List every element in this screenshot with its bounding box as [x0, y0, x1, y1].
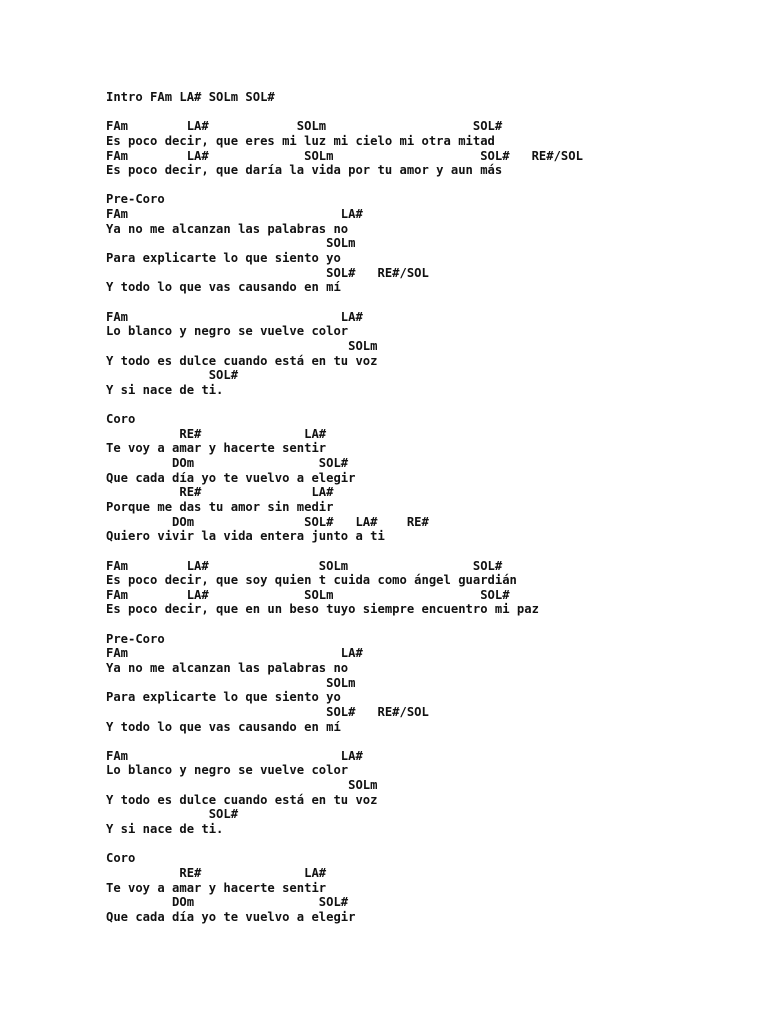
chord-sheet	[106, 90, 583, 925]
blank-line	[106, 397, 583, 412]
chord-line: FAm LA# SOLm SOL#	[106, 119, 503, 134]
chord-line: RE# LA#	[106, 485, 334, 500]
lyric-line: Ya no me alcanzan las palabras no	[106, 660, 349, 675]
chord-line: FAm LA#	[106, 646, 363, 661]
section-heading: Coro	[106, 851, 136, 866]
lyric-line: Que cada día yo te vuelvo a elegir	[106, 470, 356, 485]
lyric-line: Lo blanco y negro se vuelve color	[106, 324, 349, 339]
chord-line: DOm SOL#	[106, 456, 349, 471]
lyric-line: Ya no me alcanzan las palabras no	[106, 221, 349, 236]
chord-line: RE# LA#	[106, 426, 327, 441]
chord-line: FAm LA#	[106, 207, 363, 222]
lyric-line: Te voy a amar y hacerte sentir	[106, 880, 327, 895]
lyric-line: Y si nace de ti.	[106, 822, 224, 837]
lyric-line: Quiero vivir la vida entera junto a ti	[106, 529, 385, 544]
section-heading: Coro	[106, 412, 136, 427]
lyric-line: Lo blanco y negro se vuelve color	[106, 763, 349, 778]
blank-line	[106, 734, 583, 749]
blank-line	[106, 544, 583, 559]
blank-line	[106, 617, 583, 632]
lyric-line: Es poco decir, que en un beso tuyo siempre encuentro mi paz	[106, 602, 539, 617]
chord-line: RE# LA#	[106, 865, 327, 880]
chord-line: DOm SOL# LA# RE#	[106, 514, 429, 529]
lyric-line: Para explicarte lo que siento yo	[106, 690, 341, 705]
lyric-line: Y todo lo que vas causando en mí	[106, 280, 341, 295]
section-heading: Pre-Coro	[106, 192, 165, 207]
chord-line: SOL#	[106, 368, 239, 383]
chord-line: FAm LA# SOLm SOL#	[106, 587, 510, 602]
chord-line: SOL# RE#/SOL	[106, 704, 429, 719]
lyric-line: Y si nace de ti.	[106, 382, 224, 397]
chord-line: SOLm	[106, 778, 378, 793]
chord-line: SOLm	[106, 675, 356, 690]
lyric-line: Y todo es dulce cuando está en tu voz	[106, 353, 378, 368]
blank-line	[106, 837, 583, 852]
lyric-line: Y todo es dulce cuando está en tu voz	[106, 792, 378, 807]
section-heading: Pre-Coro	[106, 631, 165, 646]
chord-line: SOL# RE#/SOL	[106, 265, 429, 280]
chord-line: SOL#	[106, 807, 239, 822]
chord-line: FAm LA# SOLm SOL# RE#/SOL	[106, 148, 583, 163]
lyric-line: Es poco decir, que daría la vida por tu amor y aun más	[106, 163, 503, 178]
lyric-line: Para explicarte lo que siento yo	[106, 251, 341, 266]
chord-line: FAm LA#	[106, 309, 363, 324]
lyric-line: Es poco decir, que eres mi luz mi cielo mi otra mitad	[106, 133, 495, 148]
blank-line	[106, 105, 583, 120]
chord-line: DOm SOL#	[106, 895, 349, 910]
lyric-line: Porque me das tu amor sin medir	[106, 499, 334, 514]
lyric-line: Es poco decir, que soy quien t cuida como ángel guardián	[106, 573, 517, 588]
blank-line	[106, 178, 583, 193]
chord-line: FAm LA#	[106, 748, 363, 763]
intro-line: Intro FAm LA# SOLm SOL#	[106, 90, 275, 104]
lyric-line: Y todo lo que vas causando en mí	[106, 719, 341, 734]
blank-line	[106, 295, 583, 310]
lyric-line: Que cada día yo te vuelvo a elegir	[106, 909, 356, 924]
chord-line: FAm LA# SOLm SOL#	[106, 558, 503, 573]
lyric-line: Te voy a amar y hacerte sentir	[106, 441, 327, 456]
chord-line: SOLm	[106, 338, 378, 353]
chord-line: SOLm	[106, 236, 356, 251]
